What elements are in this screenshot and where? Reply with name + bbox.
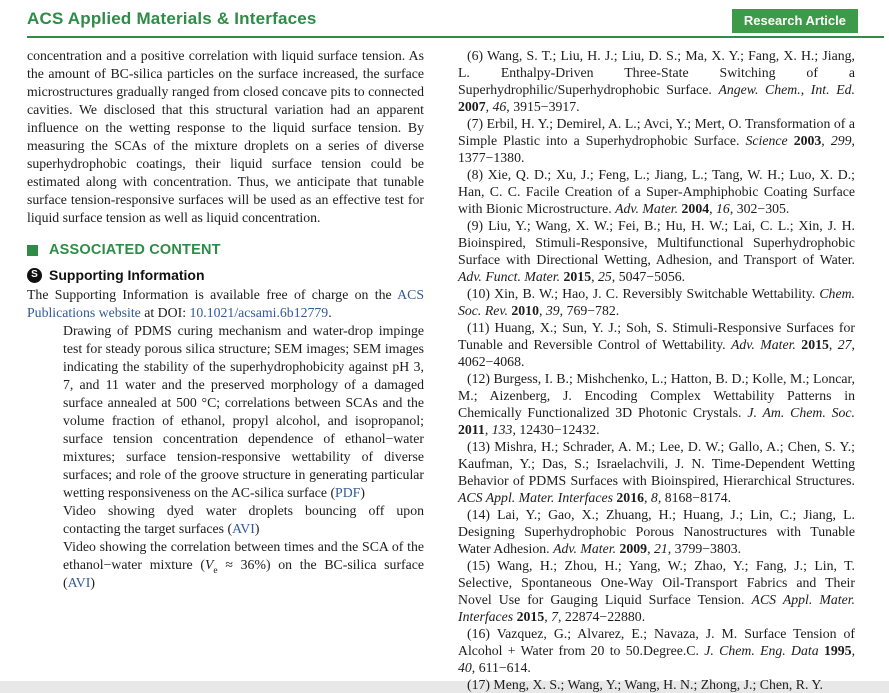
text-segment: The Supporting Information is available free of charge on the <box>27 287 398 302</box>
text-segment: , 22874−22880. <box>558 609 646 624</box>
text-segment: Adv. Mater. <box>615 201 679 216</box>
right-column <box>458 47 855 693</box>
reference <box>458 557 855 625</box>
link-acs-publications-website[interactable]: ACS Publications website <box>27 287 424 320</box>
text-segment: (14) Lai, Y.; Gao, X.; Zhuang, H.; Huang, J.; Lin, C.; Jiang, L. Designing Superhydrophobic Porous Nanostructures with Tunable Water Adhesion. <box>458 507 855 556</box>
text-segment: (11) Huang, X.; Sun, Y. J.; Soh, S. Stimuli-Responsive Surfaces for Tunable and Reversible Control of Wettability. <box>458 320 855 352</box>
reference <box>458 285 855 319</box>
text-segment: , <box>544 609 552 624</box>
link-pdf[interactable]: PDF <box>335 485 361 500</box>
reference <box>458 438 855 506</box>
text-segment: Science <box>745 133 788 148</box>
text-segment: (7) Erbil, H. Y.; Demirel, A. L.; Avci, Y.; Mert, O. Transformation of a Simple Plastic into a Superhydrophobic Surface. <box>458 116 855 148</box>
text-segment: ACS Appl. Mater. Interfaces <box>458 490 613 505</box>
text-segment: , 1377−1380. <box>458 133 855 165</box>
text-segment: ≈ 36%) on the BC-silica surface ( <box>63 557 425 590</box>
text-segment: , 8168−8174. <box>657 490 732 505</box>
text-segment: 2007 <box>458 99 486 114</box>
text-segment: , 302−305. <box>729 201 790 216</box>
text-segment: (9) Liu, Y.; Wang, X. W.; Fei, B.; Hu, H. W.; Lai, C. L.; Xin, J. H. Bioinspired, Stimuli-Responsive, Multifunctional Superhydrophobic Surface with Directional Wetting, Adhesion, and Transport of Water. <box>458 218 855 267</box>
text-segment: 2011 <box>458 422 485 437</box>
text-segment: , <box>644 490 651 505</box>
text-segment: , <box>538 303 546 318</box>
article-type-badge: Research Article <box>732 9 858 33</box>
text-segment: , 3799−3803. <box>667 541 742 556</box>
link-avi[interactable]: AVI <box>67 575 91 590</box>
section-heading-associated-content <box>27 241 424 259</box>
reference <box>458 47 855 115</box>
text-segment: Chem. Soc. Rev. <box>458 286 855 318</box>
text-segment: , <box>709 201 717 216</box>
text-segment: 16 <box>716 201 730 216</box>
text-segment: 40 <box>458 660 472 675</box>
text-segment: (8) Xie, Q. D.; Xu, J.; Feng, L.; Jiang, L.; Tang, W. H.; Luo, X. D.; Han, C. C. Facile Creation of a Super-Amphiphobic Coating Surface with Bionic Microstructure. <box>458 167 855 216</box>
text-segment: 2016 <box>616 490 644 505</box>
reference <box>458 625 855 676</box>
text-segment: 1995 <box>823 643 852 658</box>
references-list <box>458 47 855 693</box>
text-segment: Video showing the correlation between times and the SCA of the ethanol−water mixture ( <box>63 539 424 572</box>
text-segment: (16) Vazquez, G.; Alvarez, E.; Navaza, J. M. Surface Tension of Alcohol + Water from 20 to 50.Degree.C. <box>458 626 855 658</box>
text-segment: 2004 <box>681 201 710 216</box>
supporting-info-heading <box>27 266 424 284</box>
text-segment: 2010 <box>511 303 539 318</box>
text-segment: , <box>647 541 654 556</box>
reference <box>458 370 855 438</box>
text-segment: , 12430−12432. <box>512 422 600 437</box>
link-avi[interactable]: AVI <box>232 521 255 536</box>
text-segment: Adv. Mater. <box>730 337 796 352</box>
si-list <box>27 322 424 592</box>
text-segment: 7 <box>551 609 559 624</box>
article-body <box>27 47 855 693</box>
reference <box>458 506 855 557</box>
text-segment: , <box>828 337 838 352</box>
si-availability-paragraph <box>27 286 424 322</box>
text-segment: Angew. Chem., Int. Ed. <box>718 82 855 97</box>
text-segment: e <box>213 565 218 576</box>
text-segment: 2015 <box>563 269 592 284</box>
text-segment: , 769−782. <box>559 303 620 318</box>
text-segment: , 3915−3917. <box>506 99 580 114</box>
text-segment: 27 <box>837 337 852 352</box>
text-segment: ) <box>360 485 365 500</box>
text-segment: J. Am. Chem. Soc. <box>747 405 855 420</box>
text-segment: 2015 <box>801 337 829 352</box>
text-segment: (15) Wang, H.; Zhou, H.; Yang, W.; Zhao, Y.; Fang, J.; Lin, T. Selective, Spontaneous One-Way Oil-Transport Fabrics and Their Novel Use for Gauging Liquid Surface Tension. <box>458 558 855 607</box>
header-rule <box>27 36 884 38</box>
journal-title: ACS Applied Materials & Interfaces <box>27 9 317 28</box>
text-segment: (13) Mishra, H.; Schrader, A. M.; Lee, D. W.; Gallo, A.; Chen, S. Y.; Kaufman, Y.; Das, S.; Israelachvili, J. N. Time-Dependent Wetting Behavior of PDMS Surfaces with Bioinspired, Hierarchical Structures. <box>458 439 855 488</box>
reference <box>458 676 855 693</box>
reference <box>458 217 855 285</box>
text-segment: Video showing dyed water droplets bouncing off upon contacting the target surfaces ( <box>63 503 424 536</box>
text-segment: (10) Xin, B. W.; Hao, J. C. Reversibly Switchable Wettability. <box>467 286 820 301</box>
si-item <box>63 322 424 502</box>
text-segment: at DOI: <box>140 305 190 320</box>
text-segment: 8 <box>650 490 658 505</box>
text-segment: 2015 <box>516 609 545 624</box>
text-segment: ACS Appl. Mater. Interfaces <box>458 592 855 624</box>
text-segment: Adv. Mater. <box>553 541 617 556</box>
text-segment: 21 <box>653 541 668 556</box>
supporting-info-label: Supporting Information <box>49 267 205 283</box>
text-segment: (12) Burgess, I. B.; Mishchenko, L.; Hatton, B. D.; Kolle, M.; Loncar, M.; Aizenberg, J. Encoding Complex Wettability Patterns in Chemically Functionalized 3D Photonic Crystals. <box>458 371 855 420</box>
left-column <box>27 47 424 693</box>
text-segment: 39 <box>545 303 560 318</box>
reference <box>458 166 855 217</box>
text-segment: , 4062−4068. <box>458 337 855 369</box>
text-segment: (17) Meng, X. S.; Wang, Y.; Wang, H. N.; Zhong, J.; Chen, R. Y. <box>467 677 823 692</box>
text-segment: (6) Wang, S. T.; Liu, H. J.; Liu, D. S.; Ma, X. Y.; Fang, X. H.; Jiang, L. Enthalpy-Driven Three-State Switching of a Superhydrophilic/Superhydrophobic Surface. <box>458 48 855 97</box>
text-segment: ) <box>254 521 260 536</box>
text-segment: , <box>851 643 856 658</box>
text-segment: , 611−614. <box>471 660 531 675</box>
text-segment: ) <box>90 575 95 590</box>
text-segment: , 5047−5056. <box>611 269 686 284</box>
text-segment: , <box>484 422 492 437</box>
text-segment: Drawing of PDMS curing mechanism and water-drop impinge test for steady porous silica structure; SEM images; SEM images indicating the stability of the superhydrophobicity against pH 3, 7, and 11 water and the preserved morphology of a damaged surface annealed at 500 °C; correlations between SCAs and the volume fraction of ethanol, propyl alcohol, and isopropanol; surface tension concentration dependence of ethanol−water mixtures; surface tension-responsive wettability of diverse surfaces; and role of the groove structure in generating particular wetting responsiveness on the AC-silica surface ( <box>63 323 424 500</box>
text-segment: , <box>821 133 831 148</box>
si-item <box>63 538 424 592</box>
text-segment: 2003 <box>793 133 822 148</box>
text-segment: , <box>591 269 598 284</box>
link-10-1021-acsami-6b12779[interactable]: 10.1021/acsami.6b12779 <box>189 305 329 320</box>
text-segment: V <box>204 557 214 572</box>
reference <box>458 319 855 370</box>
body-paragraph: concentration and a positive correlation with liquid surface tension. As the amount of BC-silica particles on the surface increased, the surface microstructures gradually ranged from closed concave pits to connected cavities. We disclosed that this structural variation had an apparent influence on the wetting response to the liquid surface tension. By measuring the SCAs of the mixture droplets on a series of diverse superhydrophobic coatings, their liquid surface tension could be estimated along with concentration. Thus, we anticipate that tunable surface tension-responsive surfaces will be used as an effective test for liquid surface tension as well as liquid concentration. <box>27 48 424 225</box>
section-bullet-icon <box>27 245 38 256</box>
text-segment: 299 <box>830 133 852 148</box>
text-segment: Adv. Funct. Mater. <box>458 269 561 284</box>
text-segment: 46 <box>492 99 507 114</box>
supporting-info-icon: S <box>27 268 42 283</box>
text-segment: 2009 <box>619 541 648 556</box>
text-segment: 25 <box>598 269 612 284</box>
text-segment: , <box>485 99 493 114</box>
text-segment: 133 <box>491 422 513 437</box>
text-segment: . <box>328 305 332 320</box>
text-segment: J. Chem. Eng. Data <box>704 643 819 658</box>
section-heading-label: ASSOCIATED CONTENT <box>49 242 221 258</box>
si-item <box>63 502 424 538</box>
reference <box>458 115 855 166</box>
